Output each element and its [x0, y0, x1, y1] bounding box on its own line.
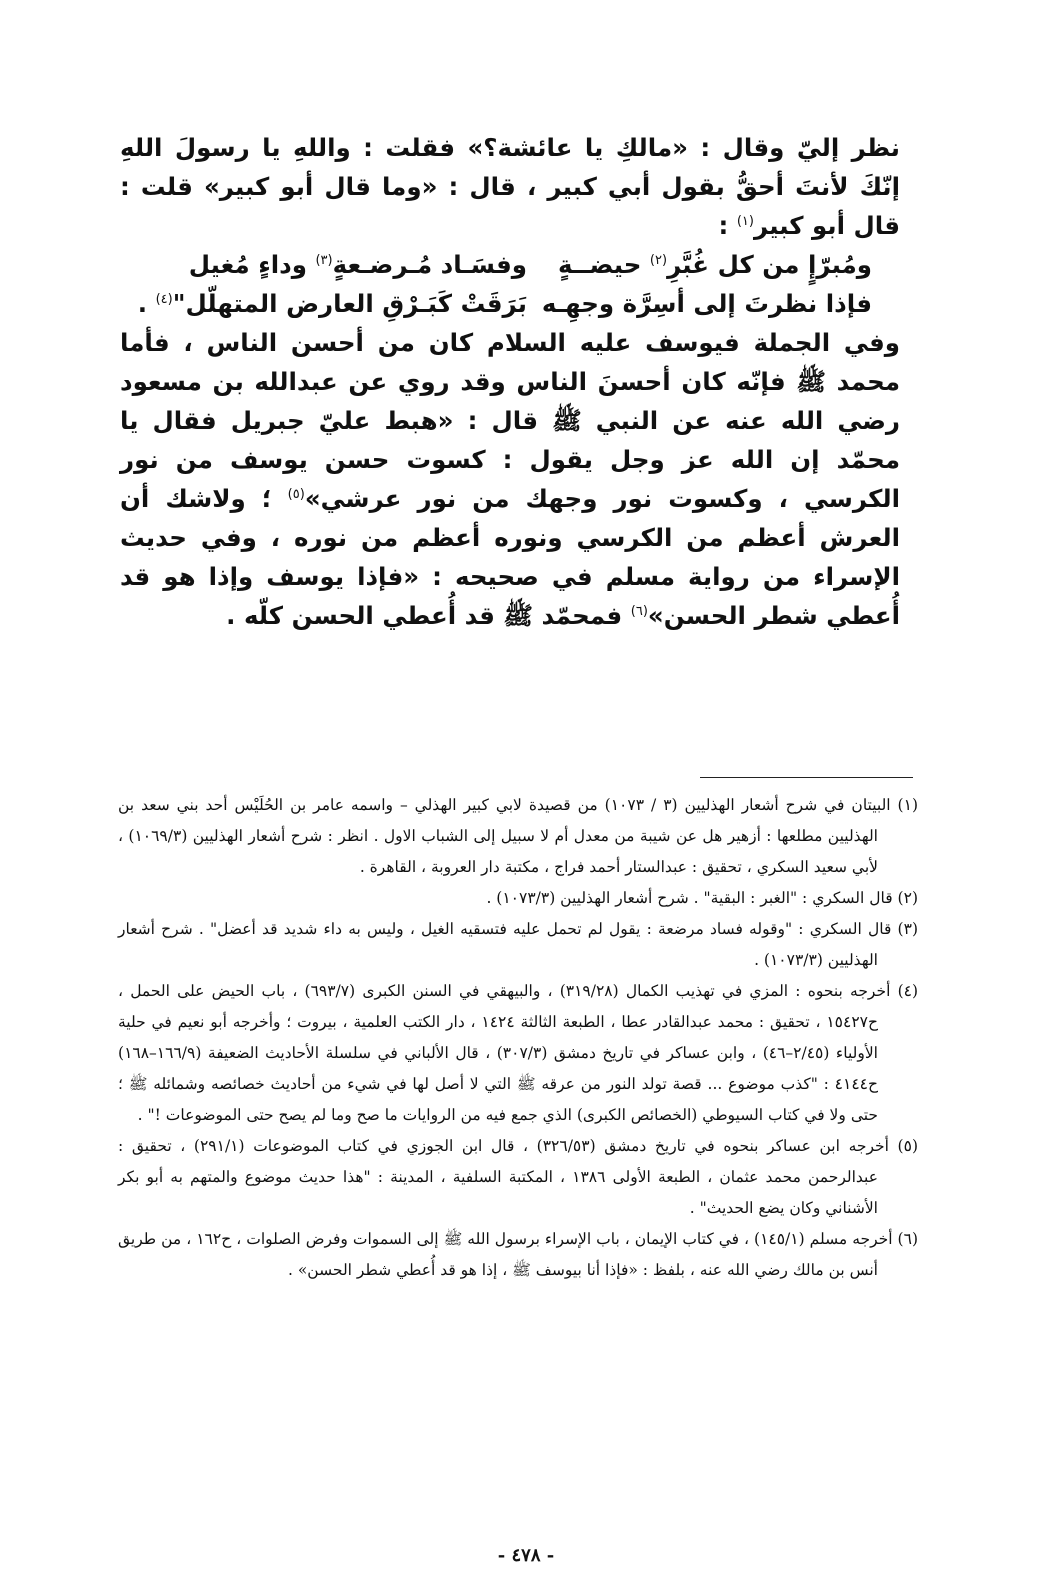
paragraph-text: نظر إليّ وقال : «مالكِ يا عائشة؟» فقلت : واللهِ يا رسولَ اللهِ إنّكَ لأنتَ أحقُّ بقول أبي كبير ، قال : «وما قال أبو كبير» قلت : قال أبو كبير	[120, 133, 900, 240]
paragraph-text: ؛ ولاشك أن العرش أعظم من الكرسي ونوره أعظم من نوره ، وفي حديث الإسراء من رواية مسلم في صحيحه : «فإذا يوسف وإذا هو قد أُعطي شطر الحسن»	[120, 484, 900, 630]
footnote-separator	[700, 777, 913, 778]
page-number: - ٤٧٨ -	[497, 1545, 555, 1566]
hemistich-text: بَرَقَتْ كَبَـرْقِ العارض المتهلّل"	[172, 289, 527, 318]
verse-2-first-hemistich	[541, 284, 872, 323]
footnote-ref-4: (٤)	[155, 291, 173, 307]
poem-verse-1	[120, 245, 900, 284]
footnote-ref-2: (٢)	[649, 252, 668, 268]
footnote-4: (٤) أخرجه بنحوه : المزي في تهذيب الكمال (٣١٩/٢٨) ، والبيهقي في السنن الكبرى (٦٩٣/٧) ، باب الحيض على الحمل ، ح١٥٤٢٧ ، تحقيق : محمد عبدالقادر عطا ، الطبعة الثالثة ١٤٢٤ ، دار الكتب العلمية ، بيروت ؛ وأخرجه أبو نعيم في حلية الأولياء (٢/٤٥–٤٦) ، وابن عساكر في تاريخ دمشق (٣٠٧/٣) ، قال الألباني في سلسلة الأحاديث الضعيفة (١٦٦/٩–١٦٨) ح٤١٤٤ : "كذب موضوع ... قصة تولد النور من عرقه ﷺ التي لا أصل لها في شيء من أحاديث خصائصه وشمائله ﷺ ؛ حتى ولا في كتاب السيوطي (الخصائص الكبرى) الذي جمع فيه من الروايات ما صح وما لم يصح حتى الموضوعات !" .	[118, 982, 919, 1124]
footnote-ref-1: (١)	[736, 213, 754, 229]
paragraph-text: :	[718, 211, 737, 240]
verse-1-first-hemistich	[557, 245, 872, 284]
hemistich-text: فإذا نظرتَ إلى أسِرَّة وجهِـه	[541, 289, 872, 318]
verse-2-second-hemistich	[138, 284, 527, 323]
footnotes-section	[118, 790, 918, 1286]
main-body-text	[120, 128, 900, 635]
body-paragraph-1	[120, 128, 900, 245]
poem-verses	[120, 245, 900, 323]
footnote-2: (٢) قال السكري : "الغبر : البقية" . شرح أشعار الهذليين (١٠٧٣/٣) .	[486, 889, 918, 907]
hemistich-text: .	[137, 289, 156, 318]
footnote-6: (٦) أخرجه مسلم (١٤٥/١) ، في كتاب الإيمان ، باب الإسراء برسول الله ﷺ إلى السموات وفرض الصلوات ، ح١٦٢ ، من طريق أنس بن مالك رضي الله عنه ، بلفظ : «فإذا أنا بيوسف ﷺ ، إذا هو قد أُعطي شطر الحسن» .	[118, 1230, 918, 1279]
body-paragraph-2	[120, 323, 900, 635]
hemistich-text: حيضــةٍ	[557, 250, 650, 279]
poem-verse-2	[120, 284, 900, 323]
verse-1-second-hemistich	[189, 245, 527, 284]
footnote-ref-3: (٣)	[315, 252, 333, 268]
footnote-ref-5: (٥)	[287, 486, 305, 502]
hemistich-text: ومُبرّإٍ من كل غُبَّرِ	[667, 250, 872, 279]
footnote-3: (٣) قال السكري : "وقوله فساد مرضعة : يقول لم تحمل عليه فتسقيه الغيل ، وليس به داء شديد قد أعضل" . شرح أشعار الهذليين (١٠٧٣/٣) .	[118, 920, 918, 969]
footnote-5: (٥) أخرجه ابن عساكر بنحوه في تاريخ دمشق (٣٢٦/٥٣) ، قال ابن الجوزي في كتاب الموضوعات (٢٩١/١) ، تحقيق : عبدالرحمن محمد عثمان ، الطبعة الأولى ١٣٨٦ ، المكتبة السلفية ، المدينة : "هذا حديث موضوع والمتهم به أبو بكر الأشناني وكان يضع الحديث" .	[118, 1137, 918, 1217]
footnote-ref-6: (٦)	[630, 603, 648, 619]
paragraph-text: وفي الجملة فيوسف عليه السلام كان من أحسن الناس ، فأما محمد ﷺ فإنّه كان أحسنَ الناس وقد روي عن عبدالله بن مسعود رضي الله عنه عن النبي ﷺ قال : «هبط عليّ جبريل فقال يا محمّد إن الله عز وجل يقول : كسوت حسن يوسف من نور الكرسي ، وكسوت نور وجهك من نور عرشي»	[120, 328, 900, 513]
footnote-1: (١) البيتان في شرح أشعار الهذليين (٣ / ١٠٧٣) من قصيدة لابي كبير الهذلي – واسمه عامر بن الحُلَيْس أحد بني سعد بن الهذليين مطلعها : أزهير هل عن شيبة من معدل أم لا سبيل إلى الشباب الاول . انظر : شرح أشعار الهذليين (١٠٦٩/٣) ، لأبي سعيد السكري ، تحقيق : عبدالستار أحمد فراج ، مكتبة دار العروبة ، القاهرة .	[118, 796, 918, 876]
paragraph-text: فمحمّد ﷺ قد أُعطي الحسن كلّه .	[226, 601, 631, 630]
hemistich-text: وفسَـاد مُـرضـعةٍ	[332, 250, 527, 279]
hemistich-text: وداءٍ مُغيل	[188, 250, 316, 279]
